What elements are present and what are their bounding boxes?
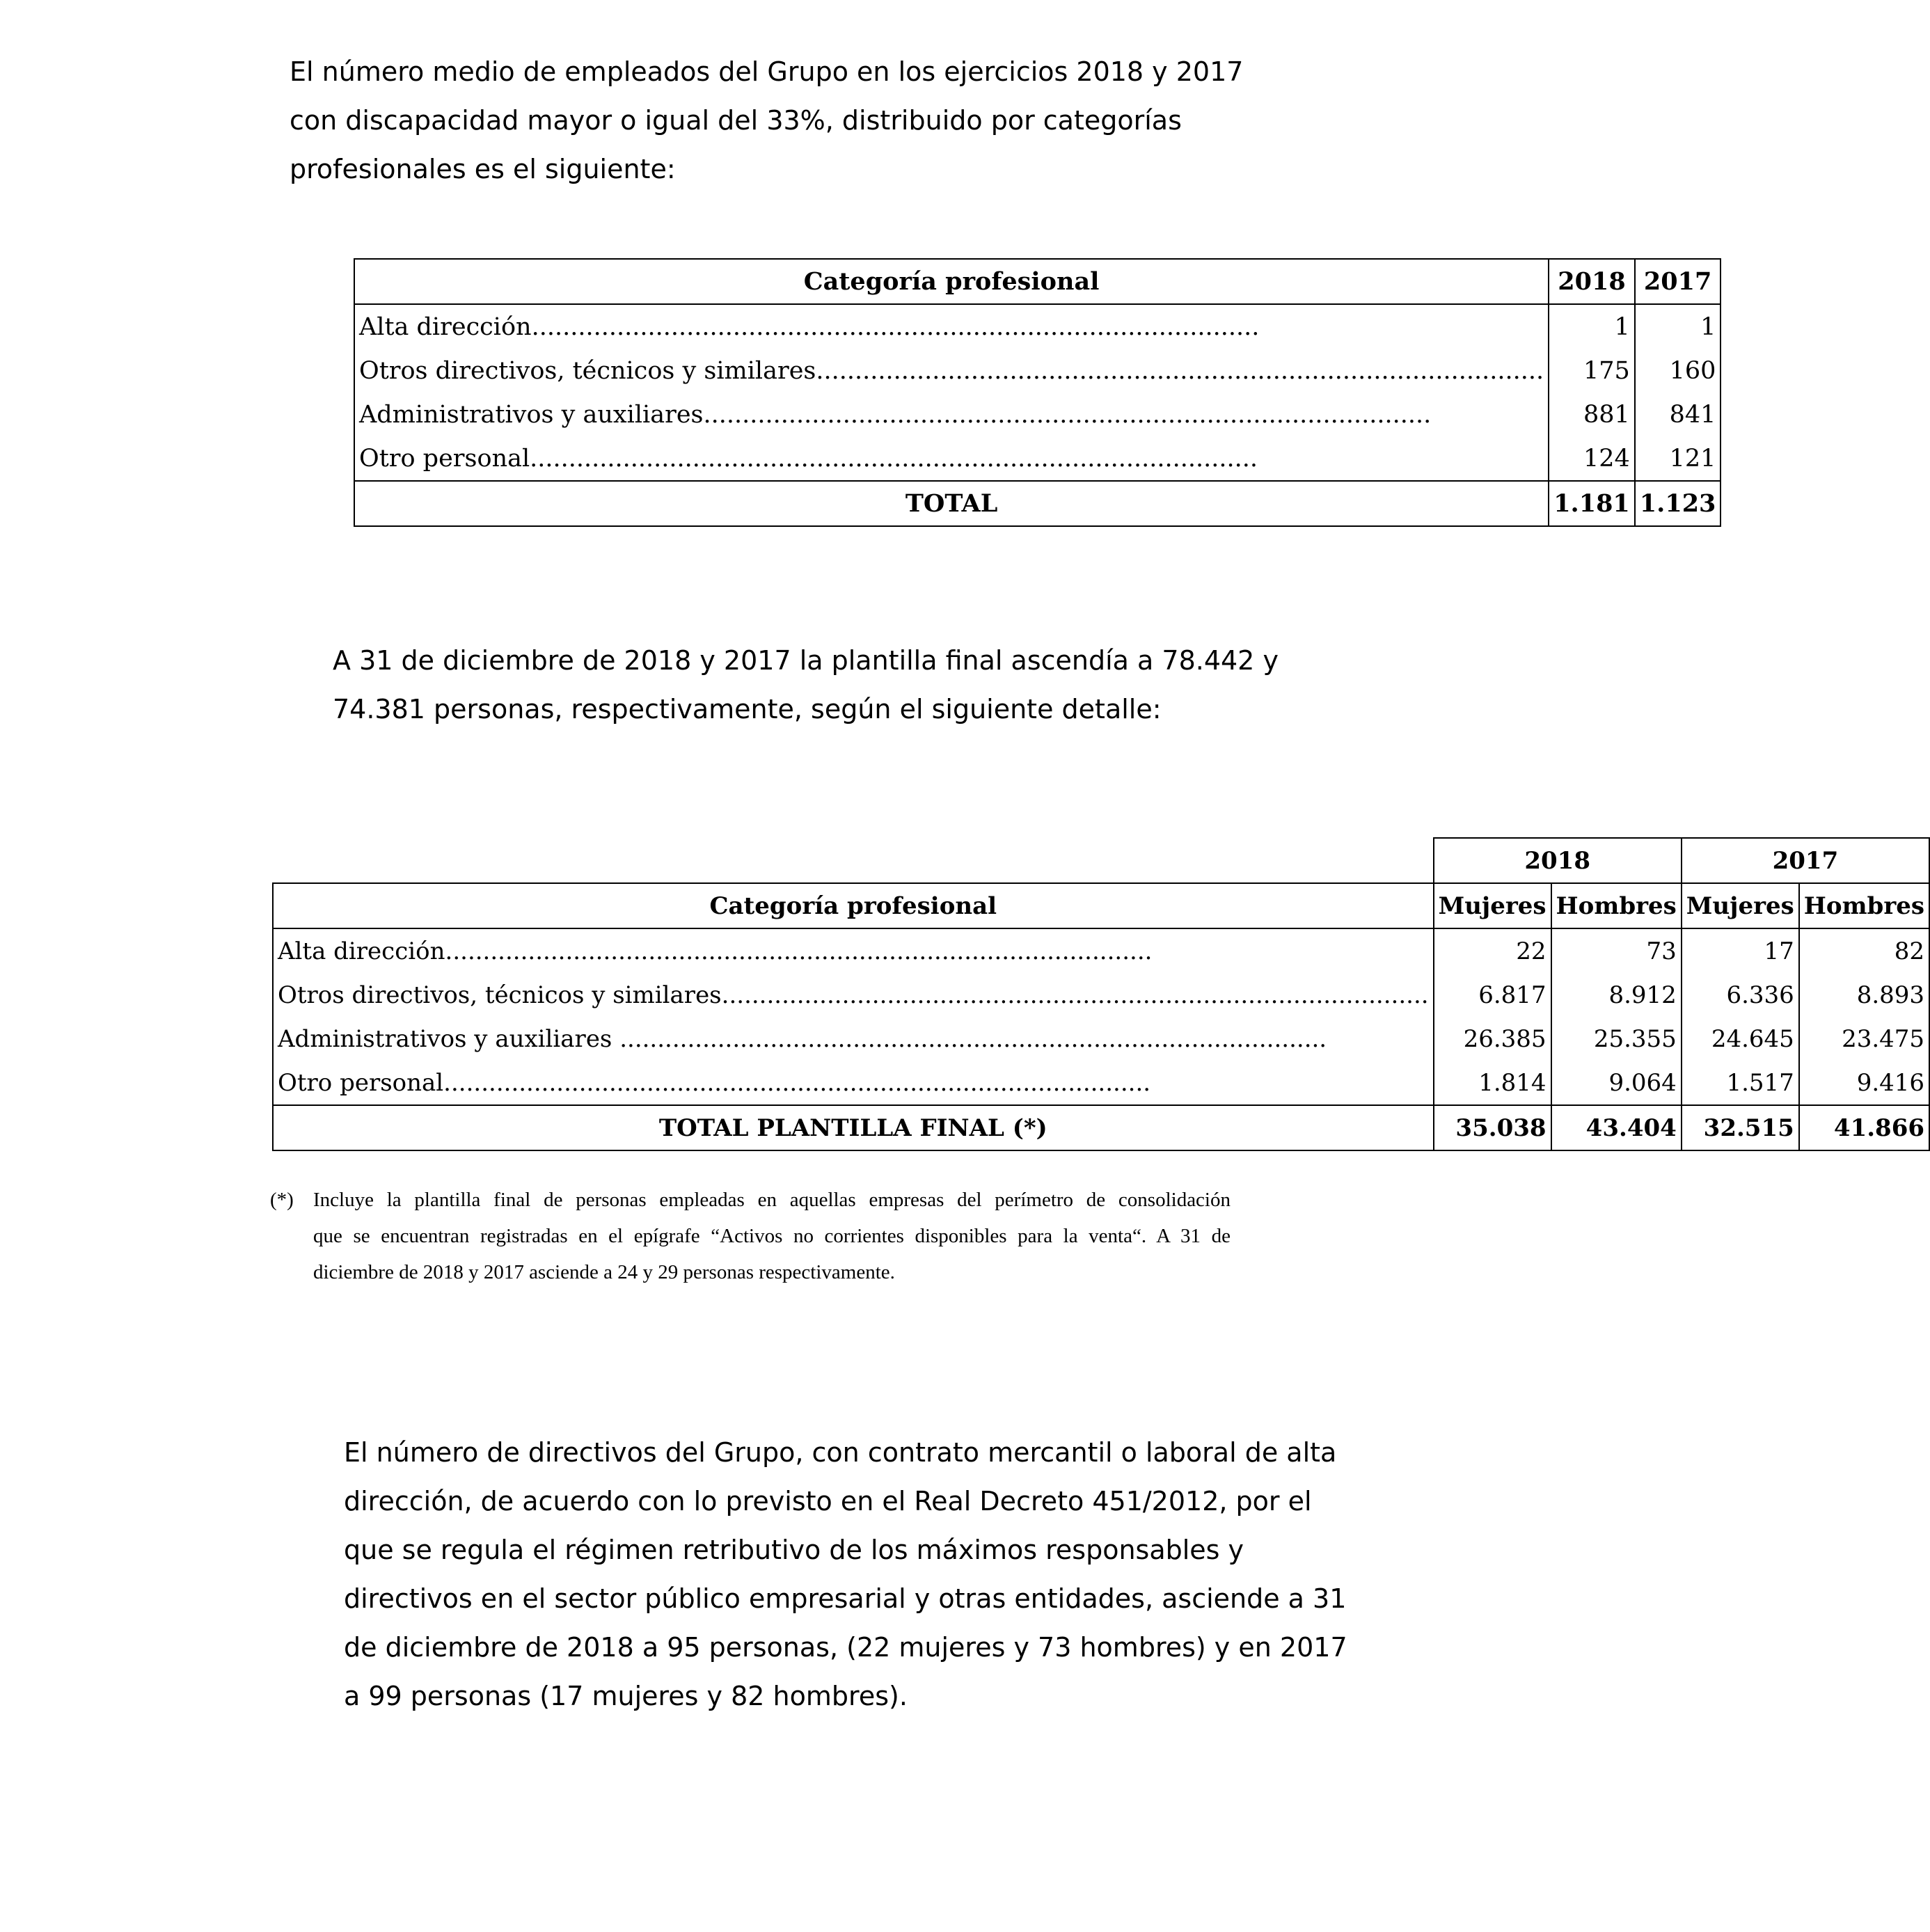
value-2018: 1 (1549, 304, 1635, 349)
table-header-row (354, 259, 1721, 304)
leader-dots: .............................................................................................. (619, 1024, 1327, 1053)
cell-value: 8.893 (1799, 973, 1929, 1017)
value-2017: 160 (1635, 349, 1721, 393)
cell-value: 26.385 (1434, 1017, 1551, 1061)
column-header-2017: 2017 (1635, 259, 1721, 304)
directors-paragraph (344, 1428, 1347, 1720)
leader-dots: .............................................................................................. (703, 400, 1432, 429)
total-value: 43.404 (1551, 1105, 1682, 1150)
column-header-2018: 2018 (1549, 259, 1635, 304)
paragraph-line: profesionales es el siguiente: (290, 154, 676, 184)
table-row (354, 436, 1721, 481)
cell-value: 24.645 (1682, 1017, 1799, 1061)
total-label: TOTAL PLANTILLA FINAL (*) (273, 1105, 1434, 1150)
year-header-2018: 2018 (1434, 838, 1682, 883)
footnote-line: Incluye la plantilla final de personas empleadas en aquellas empresas del perímetro de consolidación (313, 1189, 1231, 1211)
footnote-mark: (*) (270, 1189, 294, 1211)
table-total-row (273, 1105, 1929, 1150)
intro-paragraph (290, 47, 1244, 193)
column-header-men-2017: Hombres (1799, 883, 1929, 928)
value-2018: 175 (1549, 349, 1635, 393)
row-label: Administrativos y auxiliares (359, 400, 704, 429)
cell-value: 25.355 (1551, 1017, 1682, 1061)
paragraph-line: que se regula el régimen retributivo de los máximos responsables y (344, 1535, 1244, 1565)
cell-value: 9.064 (1551, 1061, 1682, 1105)
row-label: Otro personal (359, 444, 530, 473)
column-header-women-2017: Mujeres (1682, 883, 1799, 928)
column-header-men-2018: Hombres (1551, 883, 1682, 928)
table-row (273, 928, 1929, 973)
table-row (273, 1061, 1929, 1105)
row-label: Otros directivos, técnicos y similares (278, 981, 722, 1009)
paragraph-line: con discapacidad mayor o igual del 33%, distribuido por categorías (290, 105, 1182, 136)
table-row (354, 349, 1721, 393)
total-value: 32.515 (1682, 1105, 1799, 1150)
leader-dots: .............................................................................................. (816, 356, 1544, 385)
paragraph-line: a 99 personas (17 mujeres y 82 hombres). (344, 1681, 908, 1711)
column-header-category: Categoría profesional (273, 883, 1434, 928)
leader-dots: .............................................................................................. (721, 981, 1429, 1009)
empty-corner (273, 838, 1434, 883)
cell-value: 1.517 (1682, 1061, 1799, 1105)
value-2017: 841 (1635, 393, 1721, 436)
paragraph-line: El número de directivos del Grupo, con contrato mercantil o laboral de alta (344, 1437, 1337, 1468)
leader-dots: .............................................................................................. (530, 444, 1258, 473)
cell-value: 6.817 (1434, 973, 1551, 1017)
cell-value: 82 (1799, 928, 1929, 973)
total-2017: 1.123 (1635, 481, 1721, 526)
paragraph-line: A 31 de diciembre de 2018 y 2017 la plantilla final ascendía a 78.442 y (333, 645, 1279, 676)
paragraph-line: dirección, de acuerdo con lo previsto en el Real Decreto 451/2012, por el (344, 1486, 1312, 1517)
value-2017: 1 (1635, 304, 1721, 349)
leader-dots: .............................................................................................. (531, 312, 1260, 341)
table-total-row (354, 481, 1721, 526)
cell-value: 9.416 (1799, 1061, 1929, 1105)
table-row (273, 1017, 1929, 1061)
paragraph-line: 74.381 personas, respectivamente, según el siguiente detalle: (333, 694, 1162, 724)
footnote-line: que se encuentran registradas en el epígrafe “Activos no corrientes disponibles para la venta“. A 31 de (313, 1225, 1231, 1247)
paragraph-line: El número medio de empleados del Grupo en los ejercicios 2018 y 2017 (290, 56, 1244, 87)
year-header-row (273, 838, 1929, 883)
footnote (270, 1182, 1231, 1290)
column-header-women-2018: Mujeres (1434, 883, 1551, 928)
cell-value: 17 (1682, 928, 1799, 973)
subheader-row (273, 883, 1929, 928)
column-header-category: Categoría profesional (354, 259, 1549, 304)
footnote-line: diciembre de 2018 y 2017 asciende a 24 y 29 personas respectivamente. (313, 1261, 895, 1283)
leader-dots: .............................................................................................. (443, 1068, 1151, 1097)
table-row (354, 304, 1721, 349)
cell-value: 22 (1434, 928, 1551, 973)
headcount-paragraph (333, 636, 1279, 734)
row-label: Otros directivos, técnicos y similares (359, 356, 816, 385)
row-label: Otro personal (278, 1068, 444, 1097)
paragraph-line: directivos en el sector público empresarial y otras entidades, asciende a 31 (344, 1583, 1347, 1614)
leader-dots: .............................................................................................. (445, 937, 1153, 965)
row-label: Administrativos y auxiliares (278, 1024, 620, 1053)
cell-value: 1.814 (1434, 1061, 1551, 1105)
total-2018: 1.181 (1549, 481, 1635, 526)
row-label: Alta dirección (359, 312, 532, 341)
cell-value: 8.912 (1551, 973, 1682, 1017)
total-value: 41.866 (1799, 1105, 1929, 1150)
value-2018: 881 (1549, 393, 1635, 436)
final-headcount-table (272, 837, 1930, 1151)
cell-value: 6.336 (1682, 973, 1799, 1017)
disability-employees-table (354, 258, 1721, 527)
cell-value: 73 (1551, 928, 1682, 973)
table-row (354, 393, 1721, 436)
total-value: 35.038 (1434, 1105, 1551, 1150)
cell-value: 23.475 (1799, 1017, 1929, 1061)
value-2018: 124 (1549, 436, 1635, 481)
value-2017: 121 (1635, 436, 1721, 481)
total-label: TOTAL (354, 481, 1549, 526)
table-row (273, 973, 1929, 1017)
row-label: Alta dirección (278, 937, 445, 965)
year-header-2017: 2017 (1682, 838, 1929, 883)
paragraph-line: de diciembre de 2018 a 95 personas, (22 mujeres y 73 hombres) y en 2017 (344, 1632, 1347, 1663)
